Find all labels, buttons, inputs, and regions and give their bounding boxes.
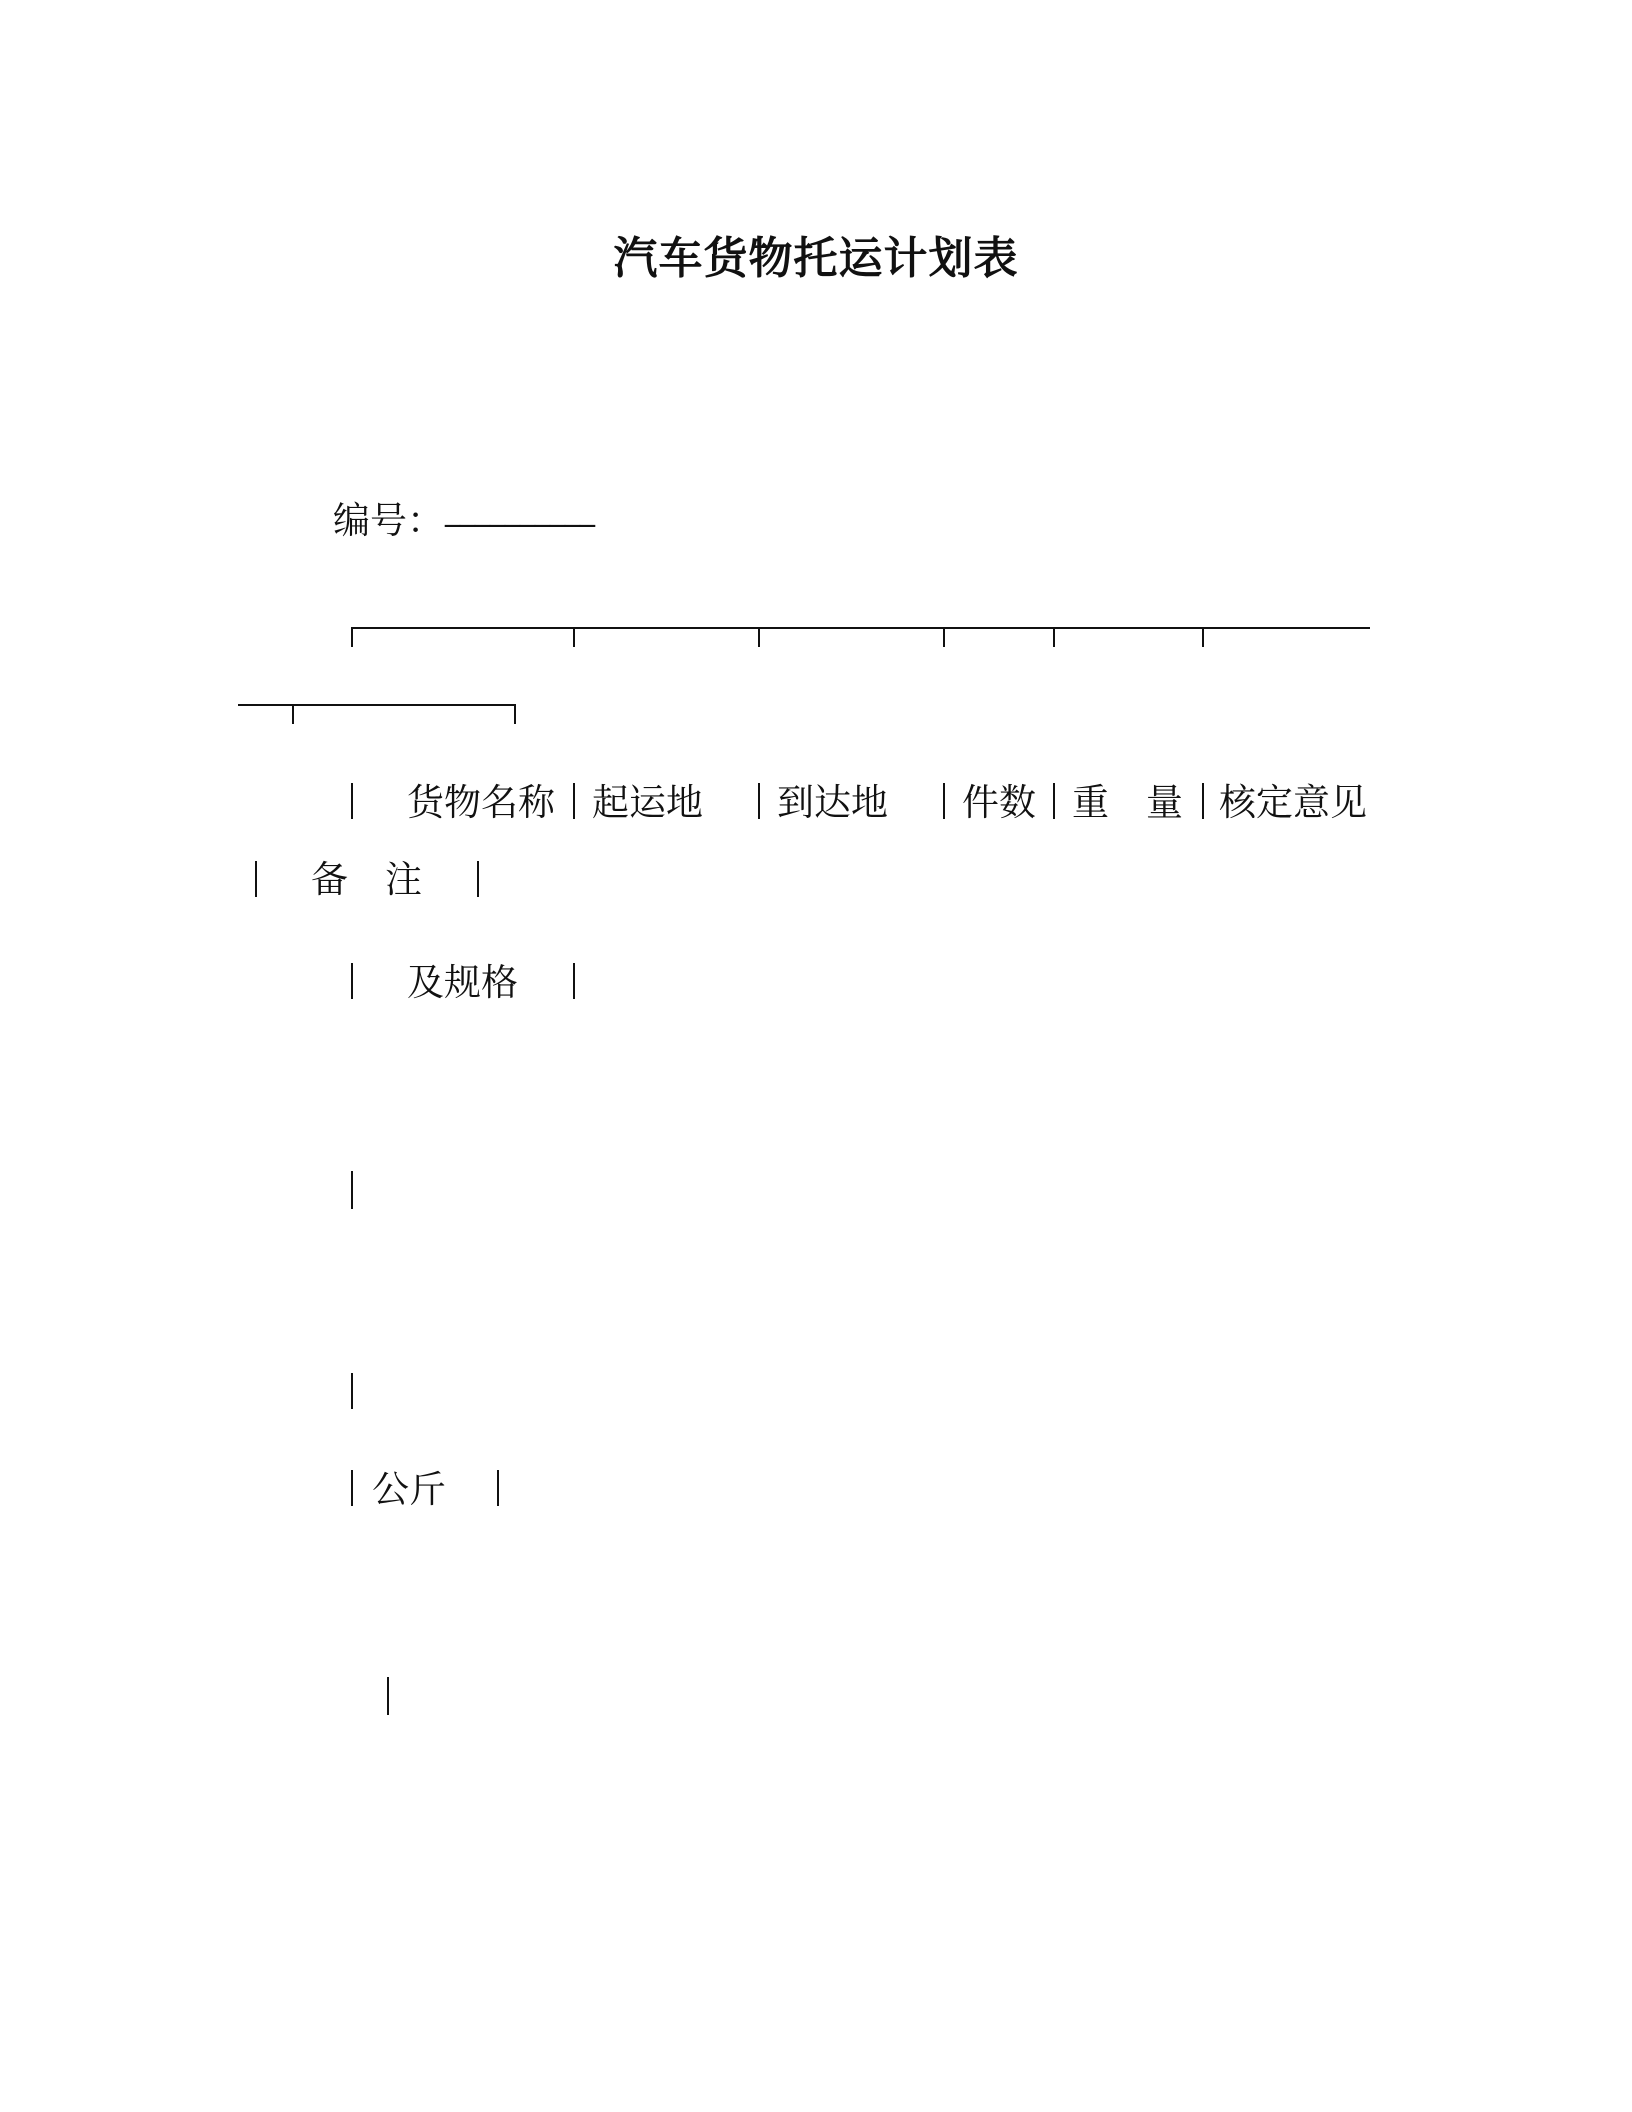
column-separator	[1202, 783, 1204, 819]
column-separator	[351, 1470, 353, 1506]
column-separator	[573, 963, 575, 999]
border-tick	[1053, 627, 1055, 647]
border-tick	[292, 704, 294, 724]
table-top-border	[351, 627, 1370, 629]
column-separator	[477, 861, 479, 897]
header-goods-spec: 及规格	[407, 961, 518, 1004]
header-goods-name: 货物名称	[407, 781, 555, 824]
header-destination: 到达地	[777, 781, 888, 824]
border-tick	[514, 704, 516, 724]
column-separator	[351, 783, 353, 819]
column-separator	[573, 783, 575, 819]
weight-unit: 公斤	[372, 1468, 446, 1511]
column-separator	[497, 1470, 499, 1506]
row-border	[351, 1171, 353, 1209]
column-separator	[943, 783, 945, 819]
header-weight-char1: 重	[1072, 781, 1109, 824]
column-separator	[351, 963, 353, 999]
serial-blank: __________	[445, 493, 595, 528]
serial-label: 编号：	[333, 499, 444, 542]
border-tick	[758, 627, 760, 647]
column-separator	[1053, 783, 1055, 819]
column-separator	[758, 783, 760, 819]
header-weight-char2: 量	[1146, 781, 1183, 824]
column-separator	[255, 861, 257, 897]
header-origin: 起运地	[592, 781, 703, 824]
border-tick	[573, 627, 575, 647]
header-approval: 核定意见	[1219, 781, 1367, 824]
row-border	[351, 1373, 353, 1409]
border-tick	[1202, 627, 1204, 647]
header-pieces: 件数	[962, 781, 1036, 824]
header-remark-char1: 备	[311, 858, 348, 901]
border-tick	[351, 627, 353, 647]
border-tick	[943, 627, 945, 647]
row-border	[387, 1677, 389, 1715]
header-remark-char2: 注	[385, 858, 422, 901]
table-top-border-continued	[238, 704, 516, 706]
document-title: 汽车货物托运计划表	[613, 233, 1019, 284]
